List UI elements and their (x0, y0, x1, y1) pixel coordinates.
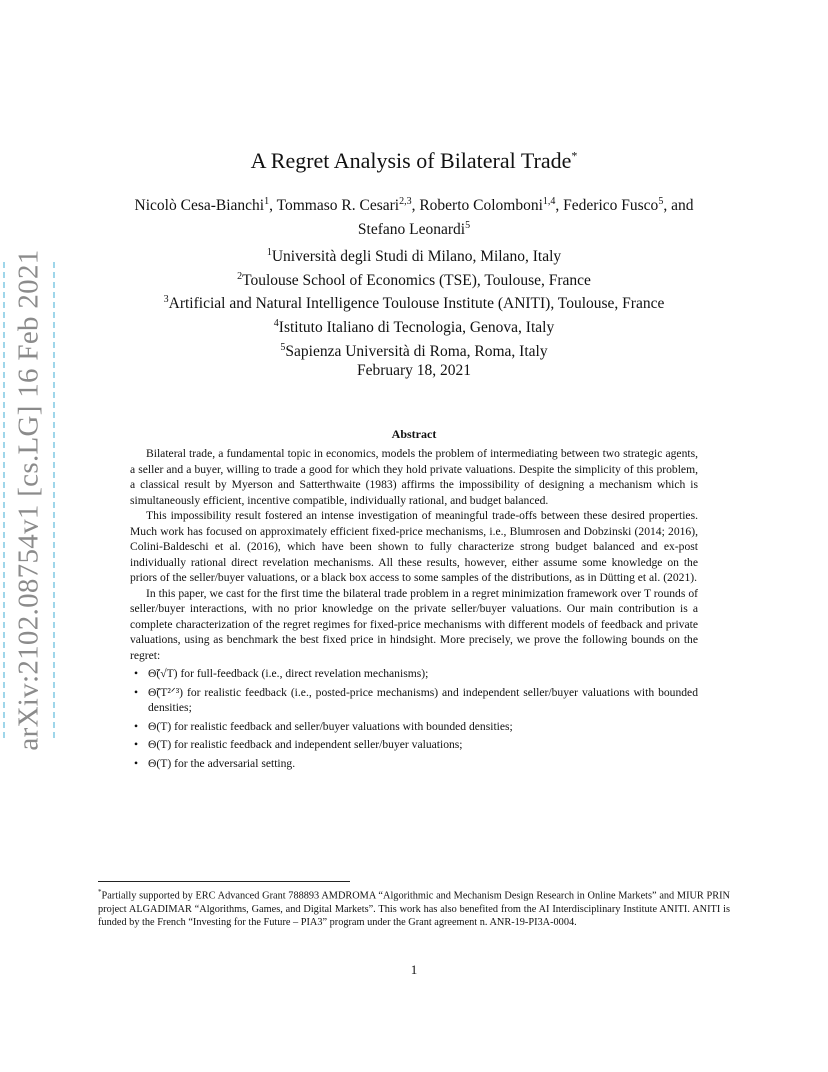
affiliation-number: 2 (237, 270, 243, 282)
abstract-heading: Abstract (391, 427, 437, 441)
author-affiliation-mark: 5 (465, 220, 471, 232)
author-name: Nicolò Cesa-Bianchi (134, 197, 265, 215)
regret-bounds-list (130, 666, 698, 771)
affiliation-number: 4 (273, 317, 279, 329)
arxiv-sidebar-stamp[interactable] (3, 249, 55, 751)
author-separator: , (411, 197, 420, 215)
regret-rate: Θ̃(T²ᐟ³) (148, 685, 184, 699)
abstract-paragraph: Bilateral trade, a fundamental topic in economics, models the problem of intermediating between two strategic agents, a seller and a buyer, willing to trade a good for which they hold private valuations. Despite the simplicity of this problem, a classical result by Myerson and Satterthwaite (1983) affirms the impossibility of designing a mechanism which is simultaneously efficient, incentive compatible, individually rational, and budget balanced. (130, 447, 698, 507)
author-name: Stefano Leonardi (357, 221, 466, 239)
bullet-icon: • (134, 756, 139, 770)
arxiv-identifier[interactable]: arXiv:2102.08754v1 [cs.LG] 16 Feb 2021 (12, 249, 45, 751)
regret-description: for full-feedback (i.e., direct revelation mechanisms); (177, 667, 429, 680)
regret-description: for realistic feedback (i.e., posted-price mechanisms) and independent seller/buyer valuations with bounded densities; (148, 685, 698, 714)
regret-rate: Θ(T) (148, 756, 172, 770)
regret-description: for realistic feedback and independent seller/buyer valuations; (171, 738, 463, 751)
affiliation-text: Sapienza Università di Roma, Roma, Italy (285, 342, 548, 360)
author-name: Tommaso R. Cesari (276, 197, 400, 215)
bullet-icon: • (134, 685, 139, 699)
paper-title (98, 148, 730, 174)
paper-title-text: A Regret Analysis of Bilateral Trade (250, 148, 572, 173)
abstract-paragraph: In this paper, we cast for the first time the bilateral trade problem in a regret minimization framework over T rounds of seller/buyer interactions, with no prior knowledge on the private seller/buyer valuations. Our main contribution is a complete characterization of the regret regimes for fixed-price mechanisms with different models of feedback and private valuations, using as benchmark the best fixed price in hindsight. More precisely, we prove the following bounds on the regret: (130, 586, 698, 662)
affiliation-line (98, 243, 730, 267)
footnote-mark: * (98, 888, 102, 896)
affiliation-list (98, 243, 730, 361)
affiliation-text: Istituto Italiano di Tecnologia, Genova, Italy (278, 319, 555, 337)
title-footnote-mark[interactable]: * (571, 148, 578, 163)
author-affiliation-mark: 1 (264, 196, 270, 207)
regret-rate: Θ̃(√T) (148, 667, 178, 680)
regret-description: for the adversarial setting. (171, 756, 296, 770)
list-item (130, 685, 698, 716)
footnote-divider (98, 881, 350, 882)
regret-rate: Θ(T) (148, 738, 172, 751)
affiliation-number: 5 (280, 341, 286, 353)
footnote-text: Partially supported by ERC Advanced Grant 788893 AMDROMA “Algorithmic and Mechanism Design Research in Online Markets” and MIUR PRIN project ALGADIMAR “Algorithms, Games, and Digital Markets”. This work has also benefited from the AI Interdisciplinary Institute ANITI. ANITI is funded by the French “Investing for the Future – PIA3” program under the Grant agreement n. ANR-19-PI3A-0004. (98, 890, 730, 929)
regret-description: for realistic feedback and seller/buyer valuations with bounded densities; (171, 719, 513, 733)
author-affiliation-mark: 2,3 (399, 196, 412, 207)
affiliation-number: 1 (266, 247, 272, 258)
footnote (98, 886, 730, 929)
bullet-icon: • (134, 719, 139, 733)
author-separator: , (269, 197, 277, 215)
author-separator: , and (663, 197, 694, 215)
affiliation-text: Toulouse School of Economics (TSE), Toulouse, France (242, 271, 591, 289)
page-number: 1 (410, 962, 418, 977)
affiliation-line (98, 290, 730, 314)
affiliation-line (98, 267, 730, 291)
affiliation-text: Artificial and Natural Intelligence Toulouse Institute (ANITI), Toulouse, France (168, 295, 665, 313)
bullet-icon: • (134, 667, 139, 680)
affiliation-line (98, 338, 730, 362)
author-list (98, 192, 730, 240)
paper-date: February 18, 2021 (356, 362, 472, 379)
list-item (130, 737, 698, 753)
author-separator: , (555, 197, 564, 215)
list-item (130, 756, 698, 772)
bullet-icon: • (134, 738, 139, 751)
author-name: Roberto Colomboni (419, 197, 543, 215)
author-name: Federico Fusco (563, 197, 659, 215)
list-item (130, 719, 698, 735)
affiliation-text: Università degli Studi di Milano, Milano, Italy (271, 248, 562, 266)
affiliation-number: 3 (163, 294, 169, 306)
author-affiliation-mark: 1,4 (542, 196, 556, 207)
author-affiliation-mark: 5 (658, 196, 664, 207)
regret-rate: Θ(T) (148, 719, 172, 733)
affiliation-line (98, 314, 730, 338)
abstract-body (130, 446, 698, 771)
list-item (130, 666, 698, 682)
abstract-paragraph: This impossibility result fostered an intense investigation of meaningful trade-offs between these desired properties. Much work has focused on approximately efficient fixed-price mechanisms, i.e., Blumrosen and Dobzinski (2014; 2016), Colini-Baldeschi et al. (2016), which have been shown to fully characterize strong budget balanced and ex-post individually rational direct revelation mechanisms. All these results, however, either assume some knowledge on the priors of the seller/buyer valuations, or a black box access to some samples of the distributions, as in Dütting et al. (2021). (130, 509, 698, 584)
